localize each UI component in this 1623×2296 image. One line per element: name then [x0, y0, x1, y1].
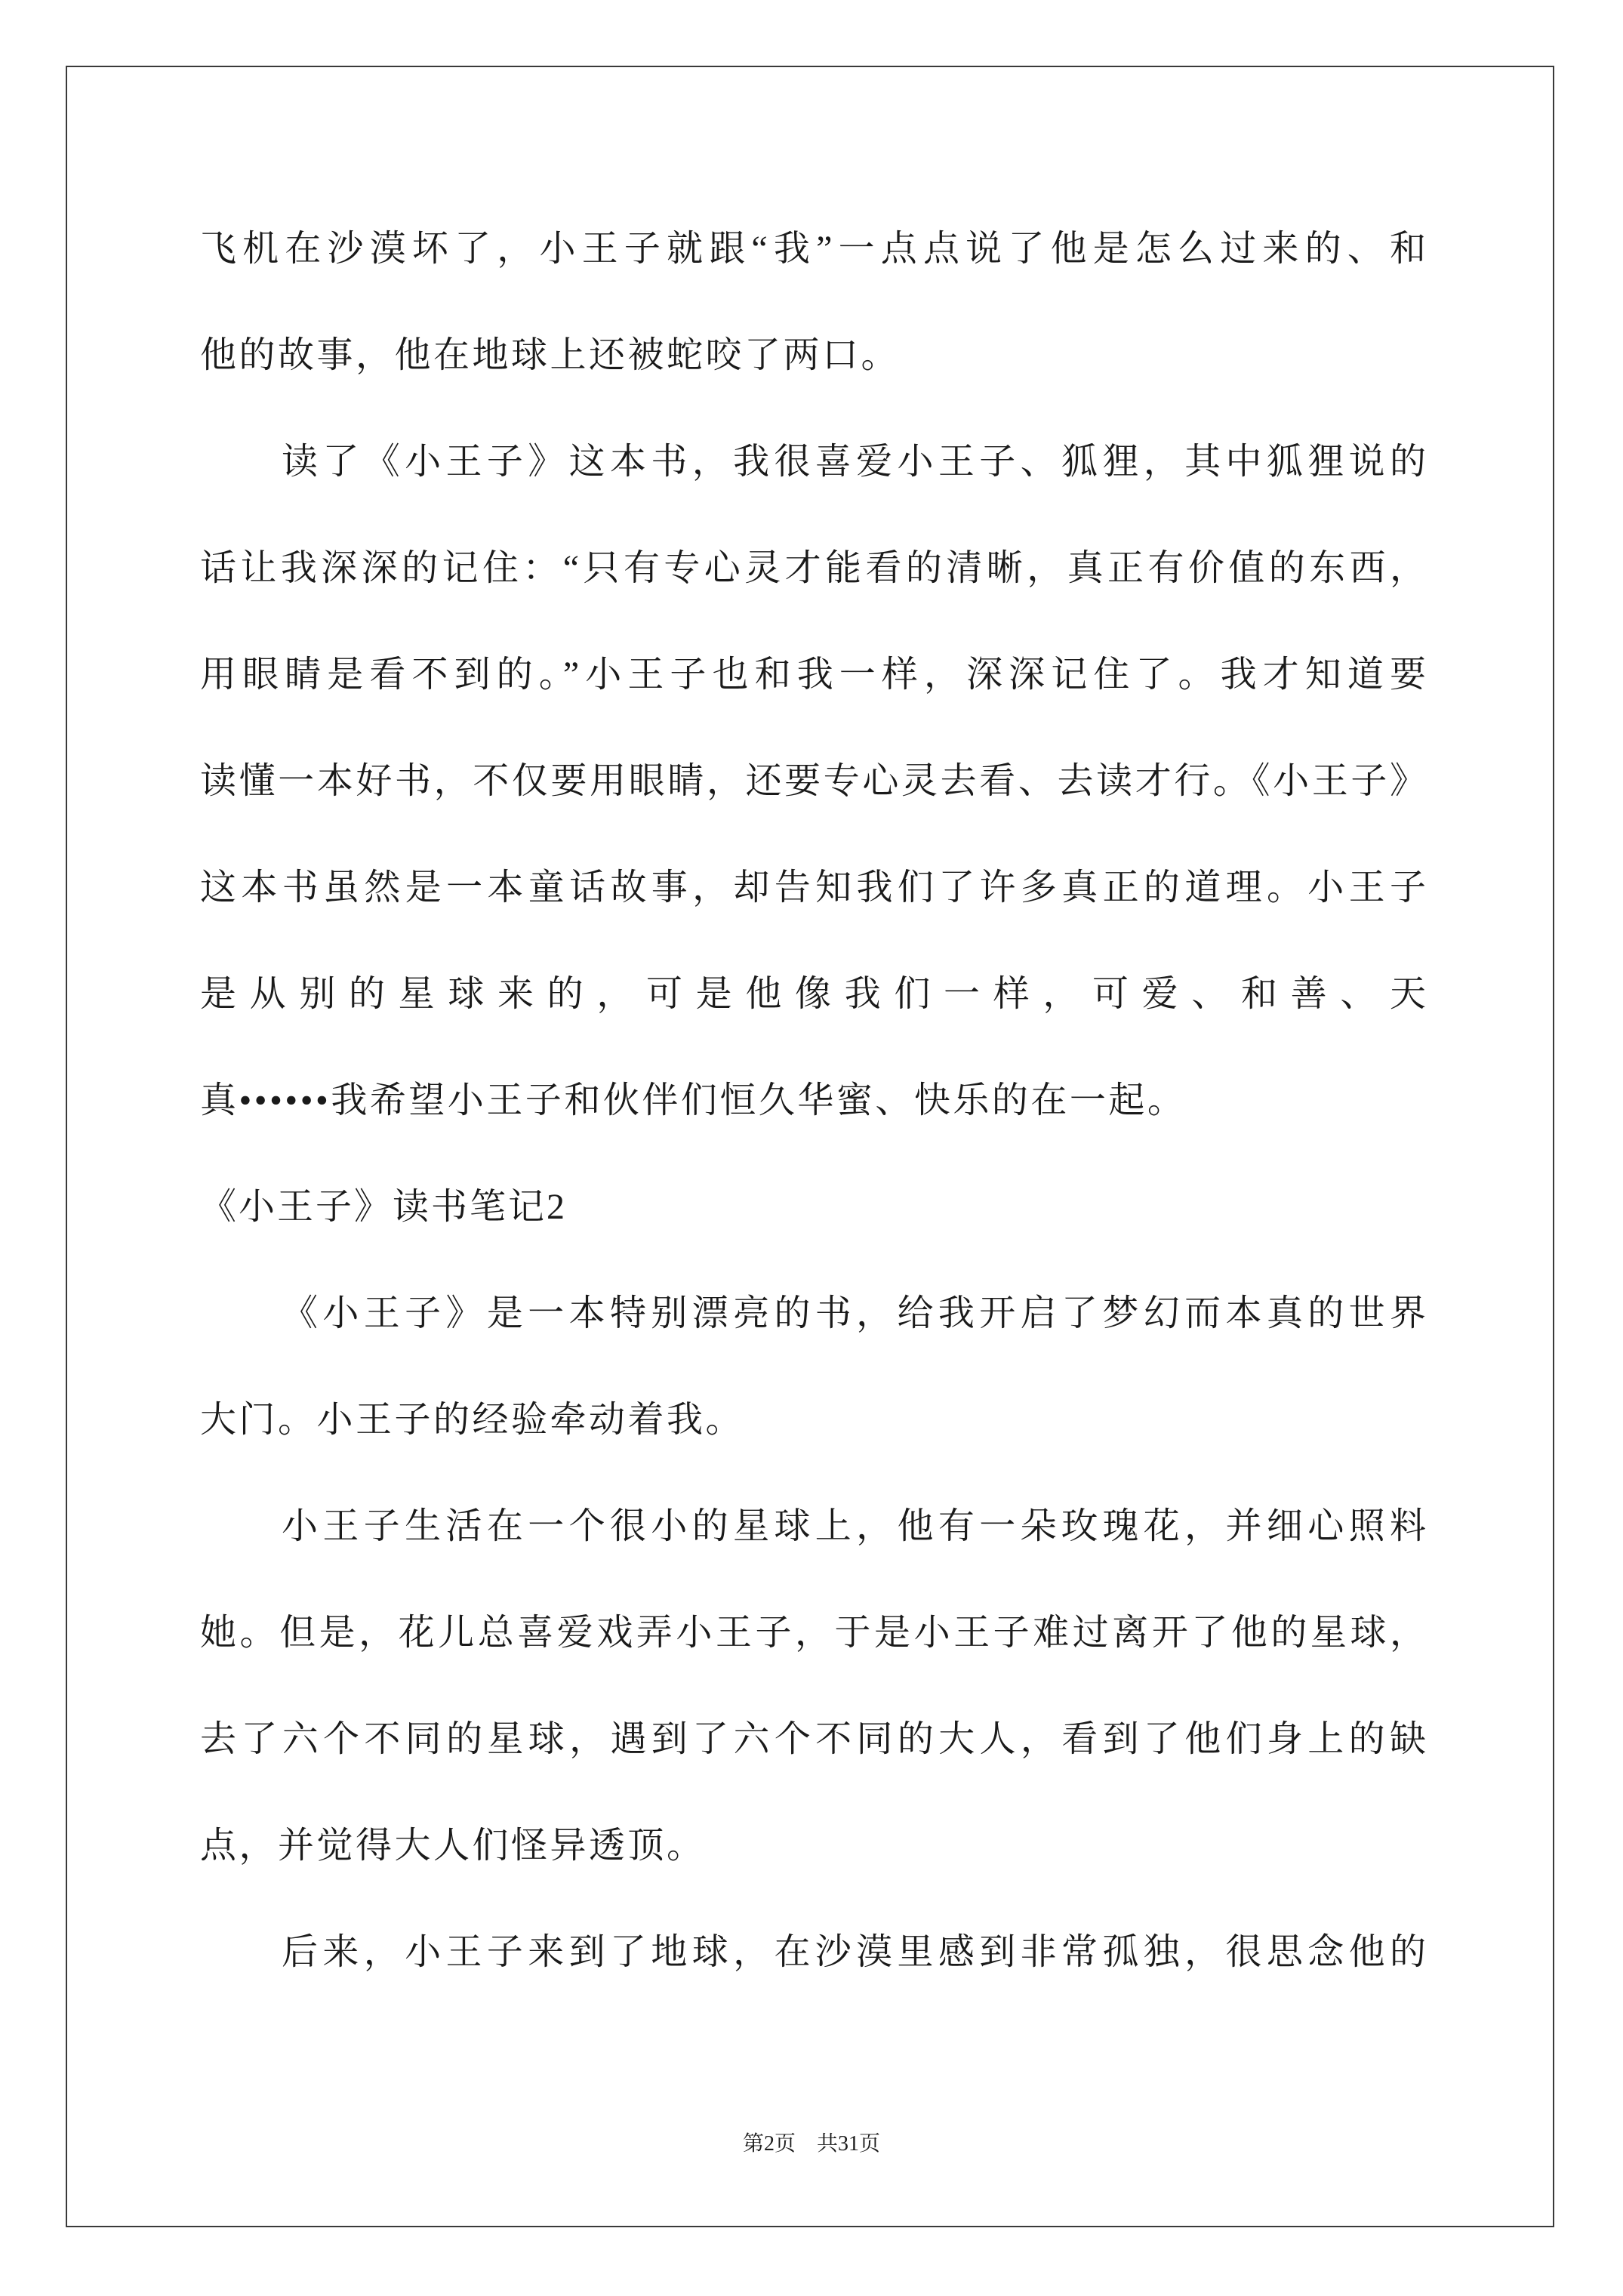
text-line: 是从别的星球来的，可是他像我们一样，可爱、和善、天	[200, 974, 1426, 1014]
text-line: 读了《小王子》这本书，我很喜爱小王子、狐狸，其中狐狸说的	[282, 442, 1426, 482]
paragraph	[200, 1473, 1426, 1899]
text-line: 他的故事，他在地球上还被蛇咬了两口。	[200, 335, 901, 375]
paragraph	[200, 1260, 1426, 1473]
text-line: 小王子生活在一个很小的星球上，他有一朵玫瑰花，并细心照料	[282, 1506, 1426, 1546]
text-line: 去了六个不同的星球，遇到了六个不同的大人，看到了他们身上的缺	[200, 1719, 1426, 1759]
text-line: 飞机在沙漠坏了，小王子就跟“我”一点点说了他是怎么过来的、和	[200, 229, 1426, 269]
page-body	[200, 196, 1426, 2005]
page-number-footer: 第2页 共31页	[742, 2132, 880, 2156]
text-line: 读懂一本好书，不仅要用眼睛，还要专心灵去看、去读才行。《小王子》	[200, 761, 1426, 801]
text-line: 《小王子》是一本特别漂亮的书，给我开启了梦幻而本真的世界	[282, 1293, 1426, 1333]
text-line: 真••••••我希望小王子和伙伴们恒久华蜜、快乐的在一起。	[200, 1080, 1187, 1120]
section-heading: 《小王子》读书笔记2	[200, 1187, 568, 1227]
text-line: 大门。小王子的经验牵动着我。	[200, 1400, 745, 1440]
text-line: 点，并觉得大人们怪异透顶。	[200, 1826, 706, 1866]
text-line: 用眼睛是看不到的。”小王子也和我一样，深深记住了。我才知道要	[200, 655, 1426, 695]
paragraph	[200, 196, 1426, 408]
text-line: 她。但是，花儿总喜爱戏弄小王子，于是小王子难过离开了他的星球，	[200, 1613, 1426, 1653]
text-line: 这本书虽然是一本童话故事，却告知我们了许多真正的道理。小王子	[200, 868, 1426, 908]
paragraph	[200, 408, 1426, 1154]
paragraph	[200, 1899, 1426, 2005]
text-line: 后来，小王子来到了地球，在沙漠里感到非常孤独，很思念他的	[282, 1932, 1426, 1972]
text-line: 话让我深深的记住：“只有专心灵才能看的清晰，真正有价值的东西，	[200, 548, 1426, 588]
